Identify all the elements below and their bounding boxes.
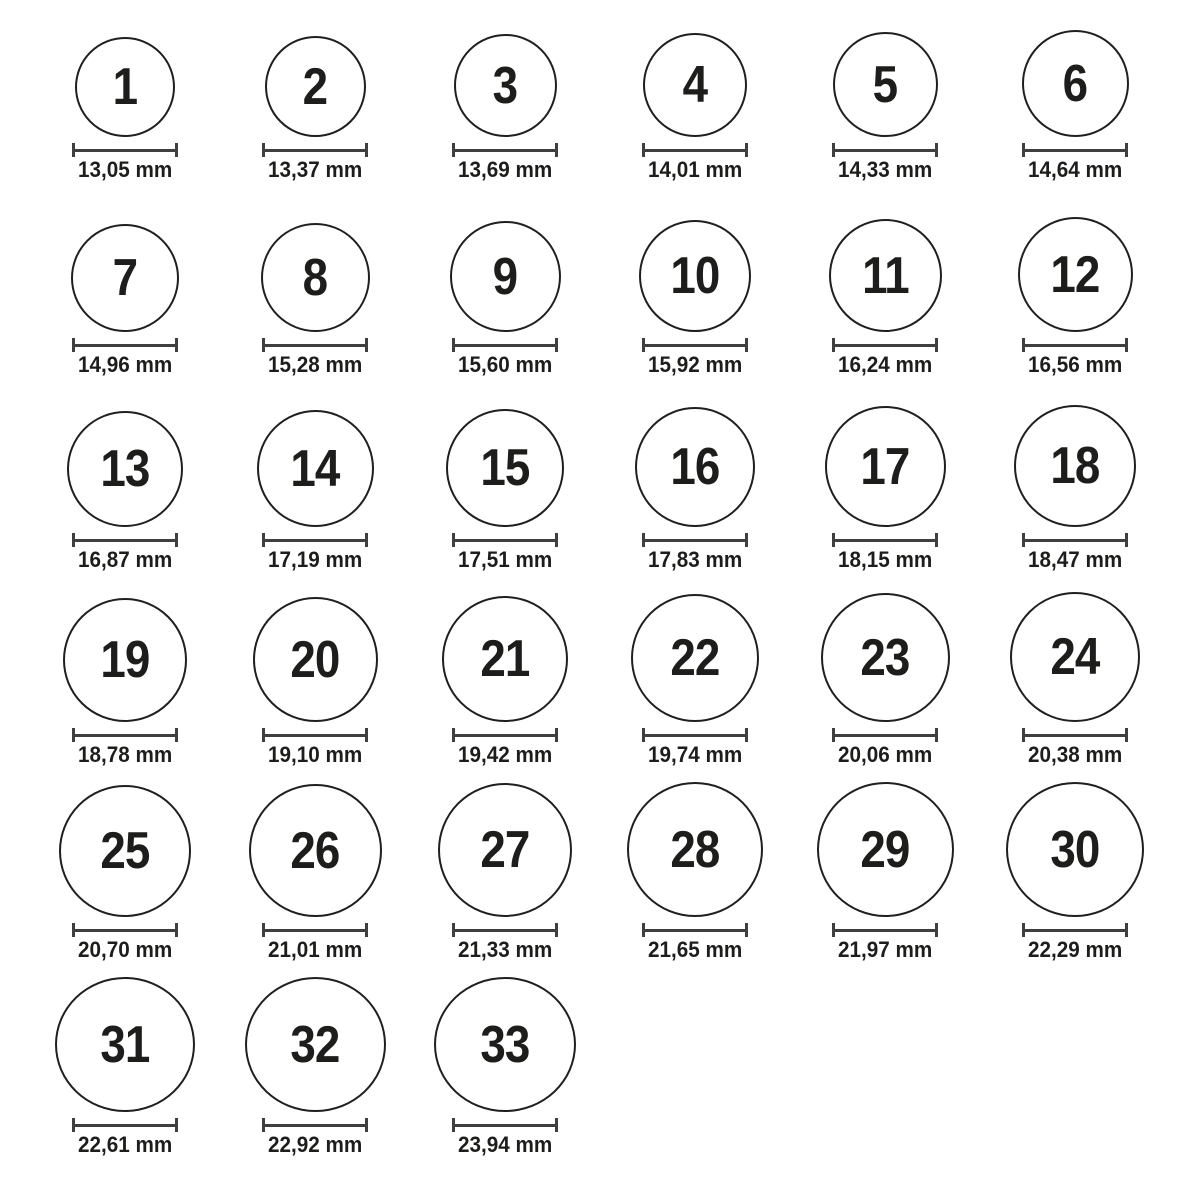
ruler-right-tick-icon bbox=[175, 728, 178, 742]
ring-size-number: 21 bbox=[480, 630, 530, 688]
diameter-ruler bbox=[832, 533, 938, 547]
diameter-label: 16,24 mm bbox=[837, 352, 933, 377]
ring-size-number: 20 bbox=[290, 630, 340, 689]
diameter-ruler bbox=[262, 923, 368, 937]
ruler-bar bbox=[265, 344, 365, 347]
diameter-label: 21,65 mm bbox=[647, 937, 743, 962]
diameter-label: 20,70 mm bbox=[77, 937, 173, 962]
ruler-bar bbox=[1025, 149, 1125, 152]
ring-circle bbox=[639, 220, 751, 332]
diameter-ruler bbox=[832, 338, 938, 352]
diameter-label: 20,38 mm bbox=[1027, 742, 1123, 767]
ruler-bar bbox=[265, 929, 365, 932]
ring-size-item bbox=[980, 392, 1170, 587]
ring-size-number: 11 bbox=[861, 246, 909, 305]
ring-size-item bbox=[790, 2, 980, 197]
ring-circle bbox=[829, 219, 942, 332]
diameter-ruler bbox=[642, 338, 748, 352]
ring-size-number: 1 bbox=[112, 58, 138, 116]
diameter-ruler bbox=[262, 338, 368, 352]
diameter-ruler bbox=[642, 533, 748, 547]
diameter-label: 18,47 mm bbox=[1027, 547, 1123, 572]
ruler-right-tick-icon bbox=[1125, 533, 1128, 547]
ring-size-number: 2 bbox=[302, 57, 328, 116]
ruler-bar bbox=[835, 734, 935, 737]
diameter-ruler bbox=[1022, 143, 1128, 157]
diameter-ruler bbox=[1022, 923, 1128, 937]
ruler-right-tick-icon bbox=[175, 533, 178, 547]
ring-size-item bbox=[600, 782, 790, 977]
ruler-bar bbox=[265, 734, 365, 737]
ring-size-item bbox=[790, 197, 980, 392]
ring-circle bbox=[55, 977, 195, 1112]
ring-size-number: 25 bbox=[100, 822, 150, 880]
ring-size-item bbox=[790, 392, 980, 587]
ruler-right-tick-icon bbox=[1125, 728, 1128, 742]
ruler-right-tick-icon bbox=[935, 143, 938, 157]
ring-circle bbox=[817, 782, 954, 917]
ring-size-number: 6 bbox=[1062, 54, 1088, 113]
ring-size-item bbox=[600, 392, 790, 587]
ruler-bar bbox=[1025, 344, 1125, 347]
diameter-label: 18,78 mm bbox=[77, 742, 173, 767]
ring-size-item bbox=[30, 587, 220, 782]
ruler-bar bbox=[75, 344, 175, 347]
ring-size-number: 14 bbox=[290, 439, 340, 498]
diameter-ruler bbox=[72, 923, 178, 937]
diameter-label: 14,33 mm bbox=[837, 157, 933, 182]
diameter-ruler bbox=[72, 1118, 178, 1132]
ring-size-number: 30 bbox=[1050, 820, 1100, 879]
ruler-right-tick-icon bbox=[365, 1118, 368, 1132]
ruler-right-tick-icon bbox=[745, 923, 748, 937]
diameter-ruler bbox=[452, 338, 558, 352]
diameter-label: 16,56 mm bbox=[1027, 352, 1123, 377]
ring-size-item bbox=[30, 197, 220, 392]
diameter-ruler bbox=[262, 533, 368, 547]
diameter-ruler bbox=[452, 1118, 558, 1132]
diameter-label: 22,29 mm bbox=[1027, 937, 1123, 962]
ring-size-number: 27 bbox=[480, 821, 530, 879]
ring-circle bbox=[71, 224, 179, 332]
ring-size-item bbox=[220, 392, 410, 587]
ruler-bar bbox=[1025, 734, 1125, 737]
ruler-right-tick-icon bbox=[175, 923, 178, 937]
ring-size-number: 23 bbox=[860, 628, 910, 687]
ruler-right-tick-icon bbox=[935, 923, 938, 937]
diameter-label: 15,92 mm bbox=[647, 352, 743, 377]
diameter-label: 15,28 mm bbox=[267, 352, 363, 377]
diameter-ruler bbox=[452, 923, 558, 937]
ring-size-number: 12 bbox=[1050, 245, 1100, 304]
diameter-label: 18,15 mm bbox=[837, 547, 933, 572]
diameter-ruler bbox=[832, 143, 938, 157]
ruler-bar bbox=[265, 1124, 365, 1127]
ring-size-number: 18 bbox=[1050, 437, 1100, 495]
ruler-right-tick-icon bbox=[935, 728, 938, 742]
ring-circle bbox=[833, 32, 938, 137]
ruler-bar bbox=[75, 539, 175, 542]
diameter-ruler bbox=[1022, 728, 1128, 742]
ruler-right-tick-icon bbox=[365, 143, 368, 157]
ring-size-number: 8 bbox=[302, 248, 328, 307]
ruler-bar bbox=[645, 539, 745, 542]
ruler-bar bbox=[75, 1124, 175, 1127]
ring-size-number: 32 bbox=[290, 1015, 340, 1074]
ring-circle bbox=[257, 410, 374, 527]
ruler-right-tick-icon bbox=[745, 533, 748, 547]
diameter-label: 21,33 mm bbox=[457, 937, 553, 962]
ring-circle bbox=[1014, 405, 1136, 527]
ruler-right-tick-icon bbox=[555, 338, 558, 352]
ring-circle bbox=[63, 598, 187, 722]
ring-size-item bbox=[980, 782, 1170, 977]
ring-circle bbox=[253, 597, 378, 722]
diameter-label: 14,96 mm bbox=[77, 352, 173, 377]
ruler-right-tick-icon bbox=[1125, 338, 1128, 352]
ring-circle bbox=[454, 34, 557, 137]
ring-size-number: 3 bbox=[492, 56, 518, 115]
diameter-ruler bbox=[452, 143, 558, 157]
diameter-label: 17,19 mm bbox=[267, 547, 363, 572]
ruler-bar bbox=[645, 344, 745, 347]
ruler-right-tick-icon bbox=[555, 533, 558, 547]
ruler-bar bbox=[835, 539, 935, 542]
ruler-right-tick-icon bbox=[745, 728, 748, 742]
ruler-bar bbox=[835, 344, 935, 347]
ring-size-item bbox=[410, 587, 600, 782]
ruler-bar bbox=[75, 149, 175, 152]
ring-size-item bbox=[220, 782, 410, 977]
diameter-label: 19,42 mm bbox=[457, 742, 553, 767]
ring-circle bbox=[442, 596, 568, 722]
ruler-bar bbox=[455, 344, 555, 347]
ruler-right-tick-icon bbox=[365, 533, 368, 547]
ring-size-number: 5 bbox=[872, 55, 898, 114]
ring-size-item bbox=[410, 782, 600, 977]
ring-size-item bbox=[600, 587, 790, 782]
ruler-bar bbox=[455, 929, 555, 932]
diameter-ruler bbox=[262, 1118, 368, 1132]
diameter-label: 19,10 mm bbox=[267, 742, 363, 767]
diameter-label: 13,37 mm bbox=[267, 157, 363, 182]
ring-size-item bbox=[410, 197, 600, 392]
ring-size-item bbox=[600, 2, 790, 197]
diameter-label: 13,05 mm bbox=[77, 157, 173, 182]
diameter-label: 21,01 mm bbox=[267, 937, 363, 962]
diameter-ruler bbox=[452, 533, 558, 547]
ring-size-number: 29 bbox=[860, 820, 910, 879]
diameter-ruler bbox=[262, 728, 368, 742]
diameter-label: 20,06 mm bbox=[837, 742, 933, 767]
ruler-right-tick-icon bbox=[555, 728, 558, 742]
ruler-bar bbox=[75, 929, 175, 932]
ring-circle bbox=[245, 977, 386, 1112]
diameter-ruler bbox=[72, 728, 178, 742]
ring-size-number: 15 bbox=[480, 439, 530, 497]
ruler-right-tick-icon bbox=[175, 338, 178, 352]
ruler-bar bbox=[75, 734, 175, 737]
diameter-ruler bbox=[262, 143, 368, 157]
ruler-right-tick-icon bbox=[1125, 143, 1128, 157]
ring-size-item bbox=[220, 2, 410, 197]
ring-circle bbox=[1018, 217, 1133, 332]
ring-circle bbox=[438, 783, 572, 917]
diameter-label: 16,87 mm bbox=[77, 547, 173, 572]
ruler-bar bbox=[1025, 539, 1125, 542]
ring-size-number: 7 bbox=[112, 249, 138, 307]
diameter-label: 19,74 mm bbox=[647, 742, 743, 767]
ruler-bar bbox=[835, 929, 935, 932]
diameter-label: 13,69 mm bbox=[457, 157, 553, 182]
ring-size-item bbox=[980, 197, 1170, 392]
ring-size-number: 19 bbox=[100, 631, 150, 689]
ring-size-number: 26 bbox=[290, 821, 340, 880]
ring-size-number: 22 bbox=[670, 629, 720, 687]
ring-circle bbox=[1006, 782, 1144, 917]
ruler-bar bbox=[645, 929, 745, 932]
ring-size-item bbox=[30, 392, 220, 587]
ruler-right-tick-icon bbox=[935, 338, 938, 352]
ruler-right-tick-icon bbox=[555, 143, 558, 157]
ring-size-number: 31 bbox=[100, 1015, 150, 1074]
ruler-bar bbox=[645, 149, 745, 152]
ruler-right-tick-icon bbox=[745, 143, 748, 157]
ring-circle bbox=[1022, 30, 1129, 137]
ruler-bar bbox=[645, 734, 745, 737]
ruler-bar bbox=[455, 734, 555, 737]
ruler-right-tick-icon bbox=[1125, 923, 1128, 937]
ring-circle bbox=[434, 977, 576, 1112]
ring-circle bbox=[75, 37, 175, 137]
ring-size-number: 33 bbox=[480, 1015, 530, 1074]
diameter-ruler bbox=[72, 533, 178, 547]
ruler-right-tick-icon bbox=[555, 1118, 558, 1132]
diameter-ruler bbox=[642, 923, 748, 937]
ruler-bar bbox=[1025, 929, 1125, 932]
diameter-ruler bbox=[452, 728, 558, 742]
ring-size-item bbox=[220, 197, 410, 392]
ring-circle bbox=[249, 784, 382, 917]
ring-size-item bbox=[220, 977, 410, 1172]
ruler-bar bbox=[455, 539, 555, 542]
ruler-right-tick-icon bbox=[555, 923, 558, 937]
diameter-ruler bbox=[1022, 533, 1128, 547]
ring-size-item bbox=[410, 392, 600, 587]
ring-circle bbox=[265, 36, 366, 137]
ring-size-item bbox=[980, 2, 1170, 197]
ring-size-item bbox=[30, 2, 220, 197]
ring-size-number: 9 bbox=[492, 247, 518, 306]
ruler-right-tick-icon bbox=[745, 338, 748, 352]
diameter-label: 17,83 mm bbox=[647, 547, 743, 572]
ring-circle bbox=[821, 593, 950, 722]
ring-circle bbox=[631, 594, 759, 722]
ruler-bar bbox=[265, 149, 365, 152]
ring-circle bbox=[643, 33, 747, 137]
ring-size-number: 13 bbox=[100, 440, 150, 498]
ruler-bar bbox=[835, 149, 935, 152]
ruler-right-tick-icon bbox=[365, 728, 368, 742]
ring-size-item bbox=[790, 587, 980, 782]
diameter-label: 15,60 mm bbox=[457, 352, 553, 377]
ruler-right-tick-icon bbox=[365, 923, 368, 937]
ruler-right-tick-icon bbox=[935, 533, 938, 547]
diameter-label: 22,92 mm bbox=[267, 1132, 363, 1157]
ring-size-item bbox=[600, 197, 790, 392]
ruler-right-tick-icon bbox=[175, 143, 178, 157]
ruler-right-tick-icon bbox=[175, 1118, 178, 1132]
ruler-bar bbox=[455, 149, 555, 152]
ruler-bar bbox=[265, 539, 365, 542]
ring-circle bbox=[825, 406, 946, 527]
ring-size-item bbox=[790, 782, 980, 977]
ring-size-number: 28 bbox=[670, 820, 720, 879]
ring-circle bbox=[59, 785, 191, 917]
diameter-ruler bbox=[642, 728, 748, 742]
diameter-label: 14,64 mm bbox=[1027, 157, 1123, 182]
ring-size-number: 24 bbox=[1050, 628, 1100, 686]
ring-circle bbox=[1010, 592, 1140, 722]
ring-circle bbox=[446, 409, 564, 527]
diameter-label: 23,94 mm bbox=[457, 1132, 553, 1157]
diameter-ruler bbox=[72, 338, 178, 352]
ring-circle bbox=[635, 407, 755, 527]
ruler-bar bbox=[455, 1124, 555, 1127]
ring-size-item bbox=[220, 587, 410, 782]
diameter-ruler bbox=[832, 923, 938, 937]
diameter-label: 14,01 mm bbox=[647, 157, 743, 182]
ring-size-item bbox=[30, 782, 220, 977]
ring-size-number: 4 bbox=[682, 56, 708, 114]
ruler-right-tick-icon bbox=[365, 338, 368, 352]
ring-size-number: 10 bbox=[670, 247, 720, 305]
diameter-ruler bbox=[72, 143, 178, 157]
ring-circle bbox=[627, 782, 763, 917]
diameter-label: 22,61 mm bbox=[77, 1132, 173, 1157]
ring-size-item bbox=[410, 2, 600, 197]
diameter-ruler bbox=[832, 728, 938, 742]
ring-size-number: 16 bbox=[670, 438, 720, 496]
ring-size-item bbox=[410, 977, 600, 1172]
diameter-ruler bbox=[642, 143, 748, 157]
ring-size-item bbox=[30, 977, 220, 1172]
diameter-label: 21,97 mm bbox=[837, 937, 933, 962]
ring-circle bbox=[261, 223, 370, 332]
ring-size-number: 17 bbox=[860, 437, 910, 496]
ring-circle bbox=[67, 411, 183, 527]
ring-circle bbox=[450, 221, 561, 332]
diameter-ruler bbox=[1022, 338, 1128, 352]
diameter-label: 17,51 mm bbox=[457, 547, 553, 572]
ring-size-item bbox=[980, 587, 1170, 782]
